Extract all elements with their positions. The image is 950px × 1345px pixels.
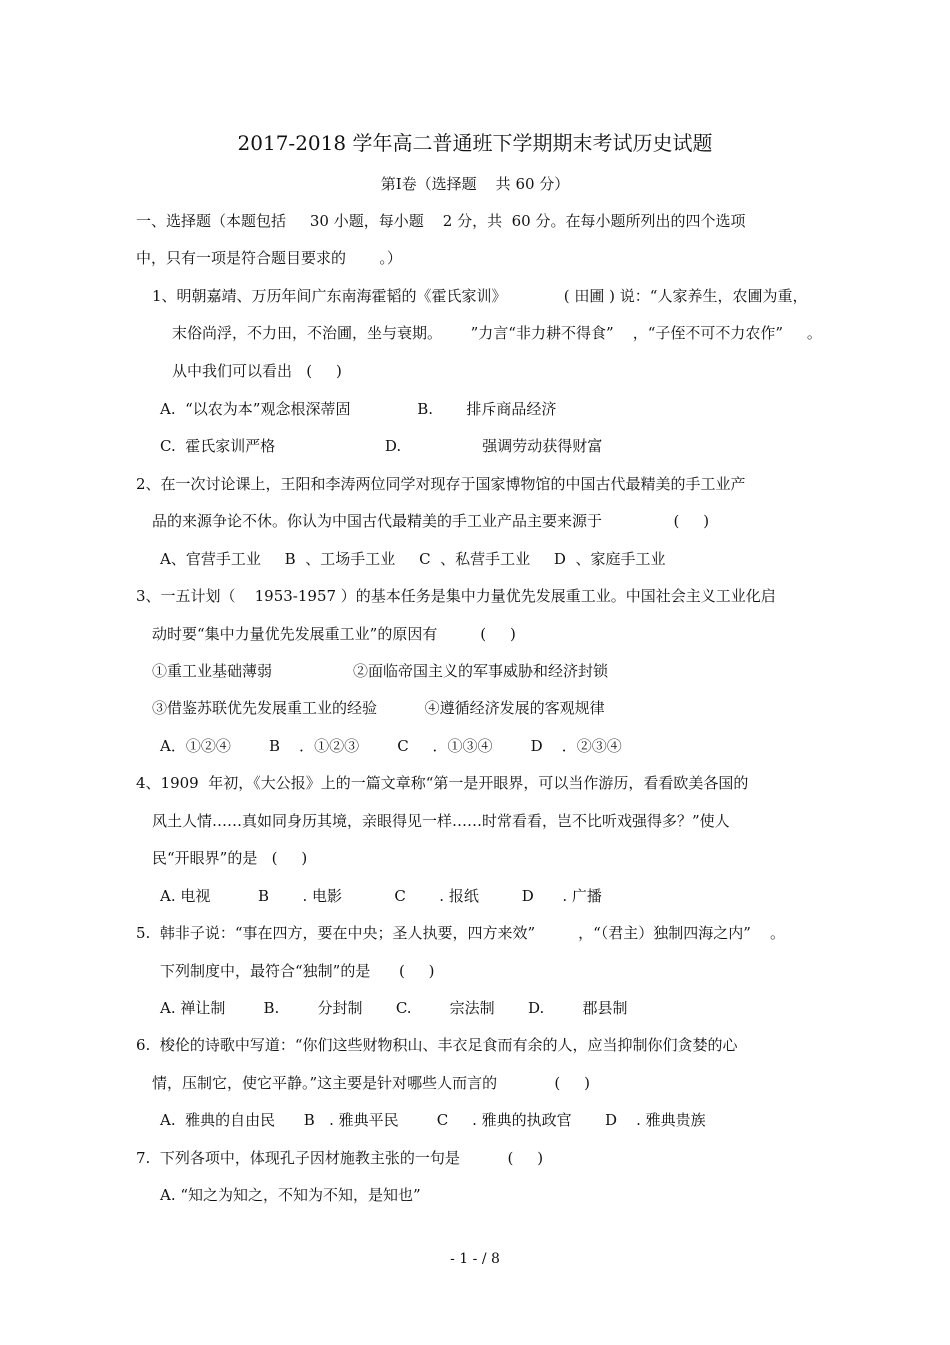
- question-5-line-1: 5. 韩非子说：“事在四方，要在中央；圣人执要，四方来效” ，“（君主）独制四海之内” 。: [136, 924, 786, 942]
- question-4-line-1: 4、1909 年初，《大公报》上的一篇文章称“第一是开眼界，可以当作游历，看看欧美各国的: [136, 774, 749, 792]
- question-3-line-2: 动时要“集中力量优先发展重工业”的原因有 ( ): [152, 625, 516, 643]
- question-5-option-row-1: A. 禅让制 B. 分封制 C. 宗法制 D. 郡县制: [160, 999, 628, 1017]
- question-6-line-1: 6. 梭伦的诗歌中写道：“你们这些财物积山、丰衣足食而有余的人，应当抑制你们贪婪的心: [136, 1036, 738, 1054]
- question-6-line-2: 情，压制它，使它平静。”这主要是针对哪些人而言的 ( ): [152, 1074, 590, 1092]
- question-3-line-4: ③借鉴苏联优先发展重工业的经验 ④遵循经济发展的客观规律: [152, 699, 605, 717]
- question-3-option-row-1: A．①②④ B ．①②③ C ．①③④ D ．②③④: [160, 737, 622, 755]
- page-number: - 1 - / 8: [450, 1251, 500, 1267]
- exam-subtitle: 第Ⅰ卷（选择题 共 60 分）: [380, 175, 570, 193]
- question-3-line-1: 3、一五计划（ 1953-1957 ）的基本任务是集中力量优先发展重工业。中国社会主义工业化启: [136, 587, 776, 605]
- section-intro-line-1: 一、选择题（本题包括 30 小题，每小题 2 分，共 60 分。在每小题所列出的四个选项: [136, 212, 746, 230]
- exam-title: 2017-2018 学年高二普通班下学期期末考试历史试题: [237, 131, 713, 155]
- question-5-line-2: 下列制度中，最符合“独制”的是 ( ): [160, 962, 435, 980]
- question-1-line-1: 1、明朝嘉靖、万历年间广东南海霍韬的《霍氏家训》 ( 田圃 ) 说：“人家养生，农圃为重，: [152, 287, 808, 305]
- question-7-option-row-1: A. “知之为知之，不知为不知，是知也”: [160, 1186, 421, 1204]
- question-1-line-2: 末俗尚浮，不力田，不治圃，坐与衰期。 ”力言“非力耕不得食” ，“子侄不可不力农作” 。: [172, 324, 822, 342]
- question-1-line-3: 从中我们可以看出 ( ): [172, 362, 342, 380]
- question-2-line-2: 品的来源争论不休。你认为中国古代最精美的手工业产品主要来源于 ( ): [152, 512, 710, 530]
- question-1-option-row-1: A. “以农为本”观念根深蒂固 B. 排斥商品经济: [160, 400, 557, 418]
- question-4-line-3: 民“开眼界”的是 ( ): [152, 849, 308, 867]
- question-7-line-1: 7. 下列各项中，体现孔子因材施教主张的一句是 ( ): [136, 1149, 544, 1167]
- question-2-line-1: 2、在一次讨论课上，王阳和李涛两位同学对现存于国家博物馆的中国古代最精美的手工业产: [136, 475, 746, 493]
- question-3-line-3: ①重工业基础薄弱 ②面临帝国主义的军事威胁和经济封锁: [152, 662, 609, 680]
- question-4-line-2: 风土人情……真如同身历其境，亲眼得见一样……时常看看，岂不比听戏强得多？”使人: [152, 812, 730, 830]
- section-intro-line-2: 中，只有一项是符合题目要求的 。）: [136, 249, 402, 267]
- question-4-option-row-1: A. 电视 B . 电影 C . 报纸 D . 广播: [160, 887, 602, 905]
- question-2-option-row-1: A、官营手工业 B 、工场手工业 C 、私营手工业 D 、家庭手工业: [160, 550, 666, 568]
- question-6-option-row-1: A. 雅典的自由民 B . 雅典平民 C . 雅典的执政官 D . 雅典贵族: [160, 1111, 706, 1129]
- question-1-option-row-2: C. 霍氏家训严格 D. 强调劳动获得财富: [160, 437, 603, 455]
